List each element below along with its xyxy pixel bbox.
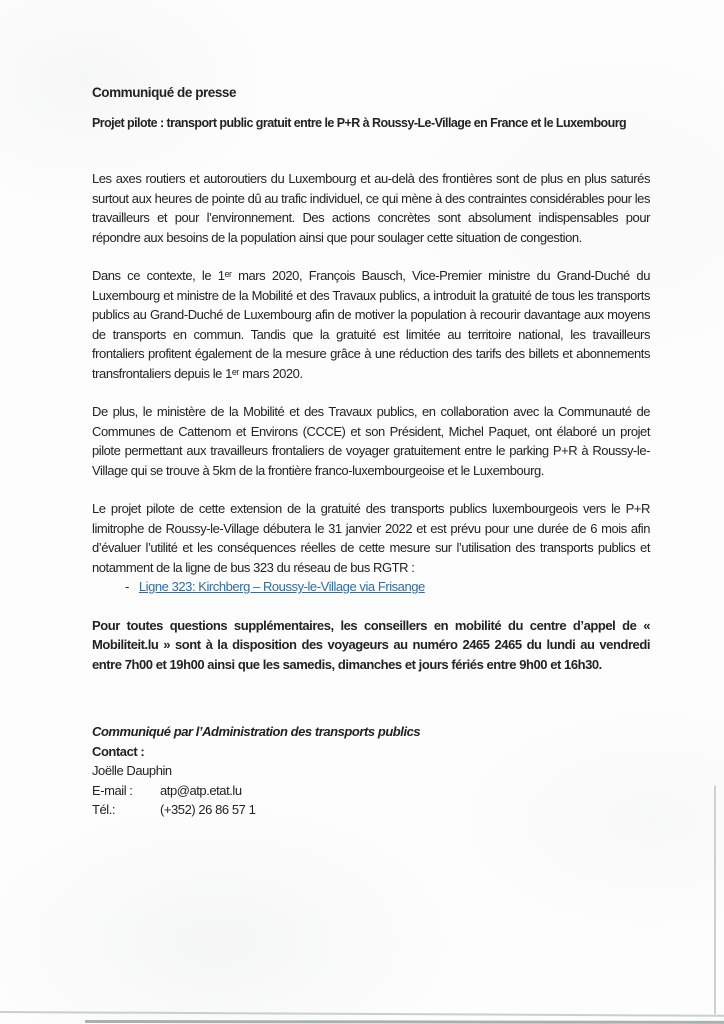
paragraph-pilot-details: Le projet pilote de cette extension de la gratuité des transports publics luxembourgeois vers le P+R limitrophe de Roussy-le-Village débutera le 31 janvier 2022 et est prévu pour une durée de 6 mois afin d’évaluer l’utilité et les conséquences réelles de cette mesure sur l’utilisation des transports publics et notamment de la ligne de bus 323 du réseau de bus RGTR :: [92, 501, 650, 575]
paragraph-congestion-intro: Les axes routiers et autoroutiers du Luxembourg et au-delà des frontières sont de plus en plus saturés surtout aux heures de pointe dû au trafic individuel, ce qui mène à des contraintes considérables pour les travailleurs et pour l’environnement. Des actions concrètes sont absolument indispensables pour répondre aux besoins de la population ainsi que pour soulager cette situation de congestion.: [92, 171, 650, 245]
phone-value: (+352) 26 86 57 1: [160, 802, 256, 817]
issued-by-line: Communiqué par l’Administration des transports publics: [92, 724, 421, 739]
document-title: Projet pilote : transport public gratuit entre le P+R à Roussy-Le-Village en France et le Luxembourg: [92, 115, 627, 130]
phone-label: Tél.:: [92, 802, 116, 817]
press-release-label: Communiqué de presse: [92, 85, 237, 100]
paragraph-free-transport-context: Dans ce contexte, le 1ᵉʳ mars 2020, François Bausch, Vice-Premier ministre du Grand-Duché du Luxembourg et ministre de la Mobilité et des Travaux publics, a introduit la gratuité de tous les transports publics au Grand-Duché de Luxembourg afin de motiver la population à recourir davantage aux moyens de transports en commun. Tandis que la gratuité est limitée au territoire national, les travailleurs frontaliers profitent également de la mesure grâce à une réduction des tarifs des billets et abonnements transfrontaliers depuis le 1ᵉʳ mars 2020.: [92, 268, 650, 381]
document-content: [92, 83, 650, 820]
bus-line-323-link[interactable]: Ligne 323: Kirchberg – Roussy-le-Village via Frisange: [138, 579, 425, 594]
contact-name: Joëlle Dauphin: [92, 763, 172, 778]
paragraph-contact-info: Pour toutes questions supplémentaires, les conseillers en mobilité du centre d’appel de « Mobiliteit.lu » sont à la disposition des voyageurs au numéro 2465 2465 du lundi au vendredi entre 7h00 et 19h00 ainsi que les samedis, dimanches et jours fériés entre 9h00 et 16h30.: [92, 617, 650, 672]
bullet-dash: -: [125, 579, 129, 594]
phone-row: [92, 800, 650, 820]
email-value: atp@atp.etat.lu: [160, 782, 242, 798]
bus-line-list-item: [92, 577, 650, 597]
footer-contact-block: [92, 722, 650, 820]
scan-artifact-bottom-edge-dark: [85, 1020, 724, 1023]
email-row: [92, 781, 650, 801]
scan-artifact-bottom-edge-light: [0, 1011, 724, 1017]
contact-label: Contact :: [92, 743, 145, 759]
paragraph-pilot-project: De plus, le ministère de la Mobilité et des Travaux publics, en collaboration avec la Communauté de Communes de Cattenom et Environs (CCCE) et son Président, Michel Paquet, ont élaboré un projet pilote permettant aux travailleurs frontaliers de voyager gratuitement entre le parking P+R à Roussy-le-Village qui se trouve à 5km de la frontière franco-luxembourgeoise et le Luxembourg.: [92, 404, 650, 478]
email-label: E-mail :: [92, 782, 133, 798]
scan-artifact-right-edge: [714, 786, 716, 1014]
